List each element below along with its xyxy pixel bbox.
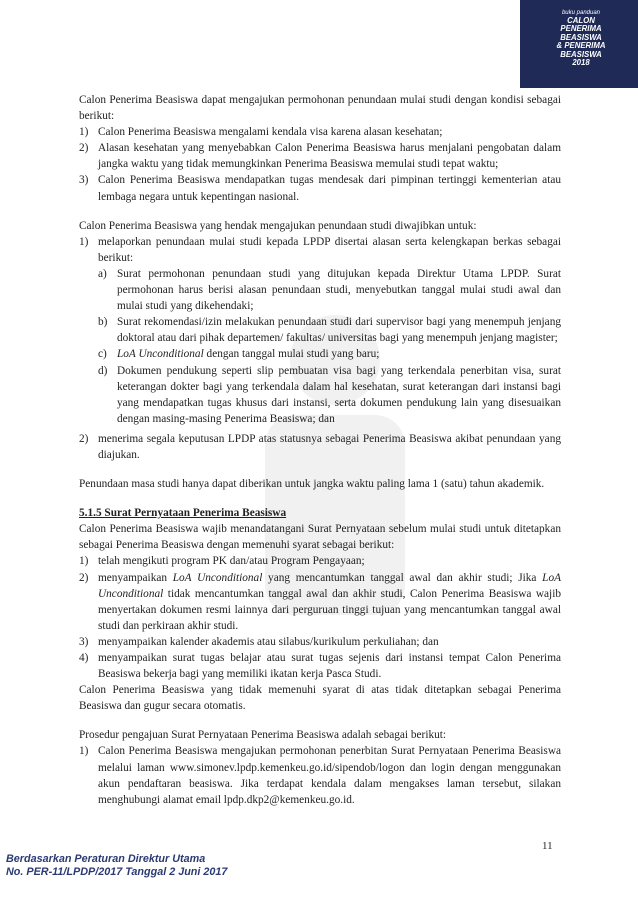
- guidebook-badge: [520, 0, 638, 88]
- list-item: [79, 650, 561, 682]
- list-marker: 2): [79, 571, 89, 584]
- list-text: menyampaikan: [98, 571, 173, 584]
- list-item: [79, 140, 561, 172]
- list-text: menyampaikan kalender akademis atau silabus/kurikulum perkuliahan; dan: [98, 635, 439, 648]
- list-text: Calon Penerima Beasiswa mendapatkan tugas mendesak dari pimpinan tertinggi kementerian atau lembaga negara untuk kepentingan nasional.: [98, 174, 561, 203]
- list-text: telah mengikuti program PK dan/atau Program Pengayaan;: [98, 555, 365, 568]
- list-marker: c): [98, 348, 107, 361]
- badge-line: BEASISWA: [560, 32, 602, 42]
- badge-pre: buku panduan: [561, 10, 601, 16]
- paragraph: Calon Penerima Beasiswa dapat mengajukan permohonan penundaan mulai studi dengan kondisi sebagai berikut:: [79, 94, 561, 123]
- list-text: menyampaikan surat tugas belajar atau surat tugas sejenis dari instansi tempat Calon Penerima Beasiswa bekerja bagi yang memiliki ikatan kerja Pasca Studi.: [98, 652, 561, 681]
- badge-title: [538, 9, 624, 67]
- list-item: [79, 553, 561, 569]
- footer-line: No. PER-11/LPDP/2017 Tanggal 2 Juni 2017: [6, 865, 228, 878]
- list-text: Dokumen pendukung seperti slip pembuatan visa bagi yang terkendala penerbitan visa, surat keterangan dokter bagi yang terkendala dalam hal kesehatan, surat keterangan dari instansi bagi yang mendapatkan tugas khusus dari instansi, serta dokumen pendukung lain yang disesuaikan dengan masing-masing Penerima Beasiswa; dan: [117, 364, 561, 425]
- list-marker: 4): [79, 652, 89, 664]
- list-item: [79, 634, 561, 650]
- paragraph: Prosedur pengajuan Surat Pernyataan Penerima Beasiswa adalah sebagai berikut:: [79, 729, 447, 742]
- list-item: [79, 172, 561, 204]
- list-item: [79, 124, 561, 140]
- badge-line: BEASISWA: [560, 49, 602, 59]
- badge-line: PENERIMA: [560, 24, 602, 34]
- sub-list-item: [79, 346, 561, 362]
- list-text: Calon Penerima Beasiswa mengajukan permohonan penerbitan Surat Pernyataan Penerima Beasiswa melalui laman www.simonev.lpdp.kemenkeu.go.id/sipendob/logon dan login dengan menggunakan akun pendaftaran beasiswa. Jika terdapat kendala dalam mengakses laman tersebut, silakan menghubungi alamat email lpdp.dkp2@kemenkeu.go.id.: [98, 745, 561, 806]
- list-text: Calon Penerima Beasiswa mengalami kendala visa karena alasan kesehatan;: [98, 126, 443, 139]
- list-text: Surat rekomendasi/izin melakukan penundaan studi dari supervisor bagi yang menempuh jenjang doktoral atau dari pihak departemen/ fakultas/ universitas bagi yang menempuh jenjang magister;: [117, 316, 561, 345]
- badge-line: CALON: [567, 16, 595, 25]
- list-marker: 3): [79, 174, 89, 187]
- list-emphasis: LoA Unconditional: [98, 571, 561, 600]
- list-marker: 3): [79, 635, 89, 648]
- paragraph: Calon Penerima Beasiswa wajib menandatangani Surat Pernyataan sebelum mulai studi untuk ditetapkan sebagai Penerima Beasiswa dengan memenuhi syarat sebagai berikut:: [79, 523, 561, 552]
- list-marker: 2): [79, 142, 89, 155]
- badge-line: & PENERIMA: [556, 41, 606, 51]
- list-text: menerima segala keputusan LPDP atas statusnya sebagai Penerima Beasiswa akibat penundaan yang diajukan.: [98, 432, 561, 461]
- page-number: 11: [542, 840, 553, 852]
- list-marker: 1): [79, 745, 89, 758]
- list-item: [79, 234, 561, 266]
- list-text: tidak mencantumkan tanggal awal dan akhir studi, Calon Penerima Beasiswa wajib menyertakan dokumen resmi lainnya dari perguruan tinggi tujuan yang mencantumkan tanggal awal studi dan perkiraan akhir studi.: [98, 587, 561, 632]
- section-heading: 5.1.5 Surat Pernyataan Penerima Beasiswa: [79, 507, 287, 520]
- list-emphasis: LoA Unconditional: [172, 571, 263, 584]
- list-item: [79, 743, 561, 807]
- sub-list-item: [79, 266, 561, 314]
- list-marker: b): [98, 316, 108, 329]
- list-marker: 1): [79, 126, 89, 139]
- list-text: melaporkan penundaan mulai studi kepada LPDP disertai alasan serta kelengkapan berkas sebagai berikut:: [98, 235, 561, 264]
- list-text: Alasan kesehatan yang menyebabkan Calon Penerima Beasiswa harus menjalani pengobatan dalam jangka waktu yang tidak memungkinkan Penerima Beasiswa memulai studi tepat waktu;: [98, 142, 561, 171]
- list-emphasis: LoA Unconditional: [117, 348, 204, 361]
- list-item: [79, 570, 561, 634]
- list-marker: 2): [79, 432, 89, 445]
- document-body: [79, 92, 561, 808]
- list-item: [79, 431, 561, 463]
- paragraph: Calon Penerima Beasiswa yang tidak memenuhi syarat di atas tidak ditetapkan sebagai Penerima Beasiswa dan gugur secara otomatis.: [79, 684, 561, 713]
- sub-list-item: [79, 314, 561, 346]
- paragraph: Calon Penerima Beasiswa yang hendak mengajukan penundaan studi diwajibkan untuk:: [79, 219, 477, 232]
- sub-list-item: [79, 363, 561, 427]
- list-marker: d): [98, 364, 108, 377]
- paragraph: Penundaan masa studi hanya dapat diberikan untuk jangka waktu paling lama 1 (satu) tahun akademik.: [79, 478, 545, 491]
- footer-regulation: [0, 853, 227, 879]
- list-text: yang mencantumkan tanggal awal dan akhir studi; Jika: [262, 571, 543, 584]
- badge-line: 2018: [572, 58, 590, 68]
- list-text: Surat permohonan penundaan studi yang ditujukan kepada Direktur Utama LPDP. Surat permohonan harus berisi alasan penundaan studi, menyebutkan tanggal mulai studi awal dan mulai studi yang dikehendaki;: [117, 267, 561, 313]
- list-marker: 1): [79, 235, 89, 248]
- list-marker: a): [98, 267, 107, 280]
- list-marker: 1): [79, 555, 89, 568]
- list-text: dengan tanggal mulai studi yang baru;: [203, 348, 380, 361]
- footer-line: Berdasarkan Peraturan Direktur Utama: [6, 853, 206, 865]
